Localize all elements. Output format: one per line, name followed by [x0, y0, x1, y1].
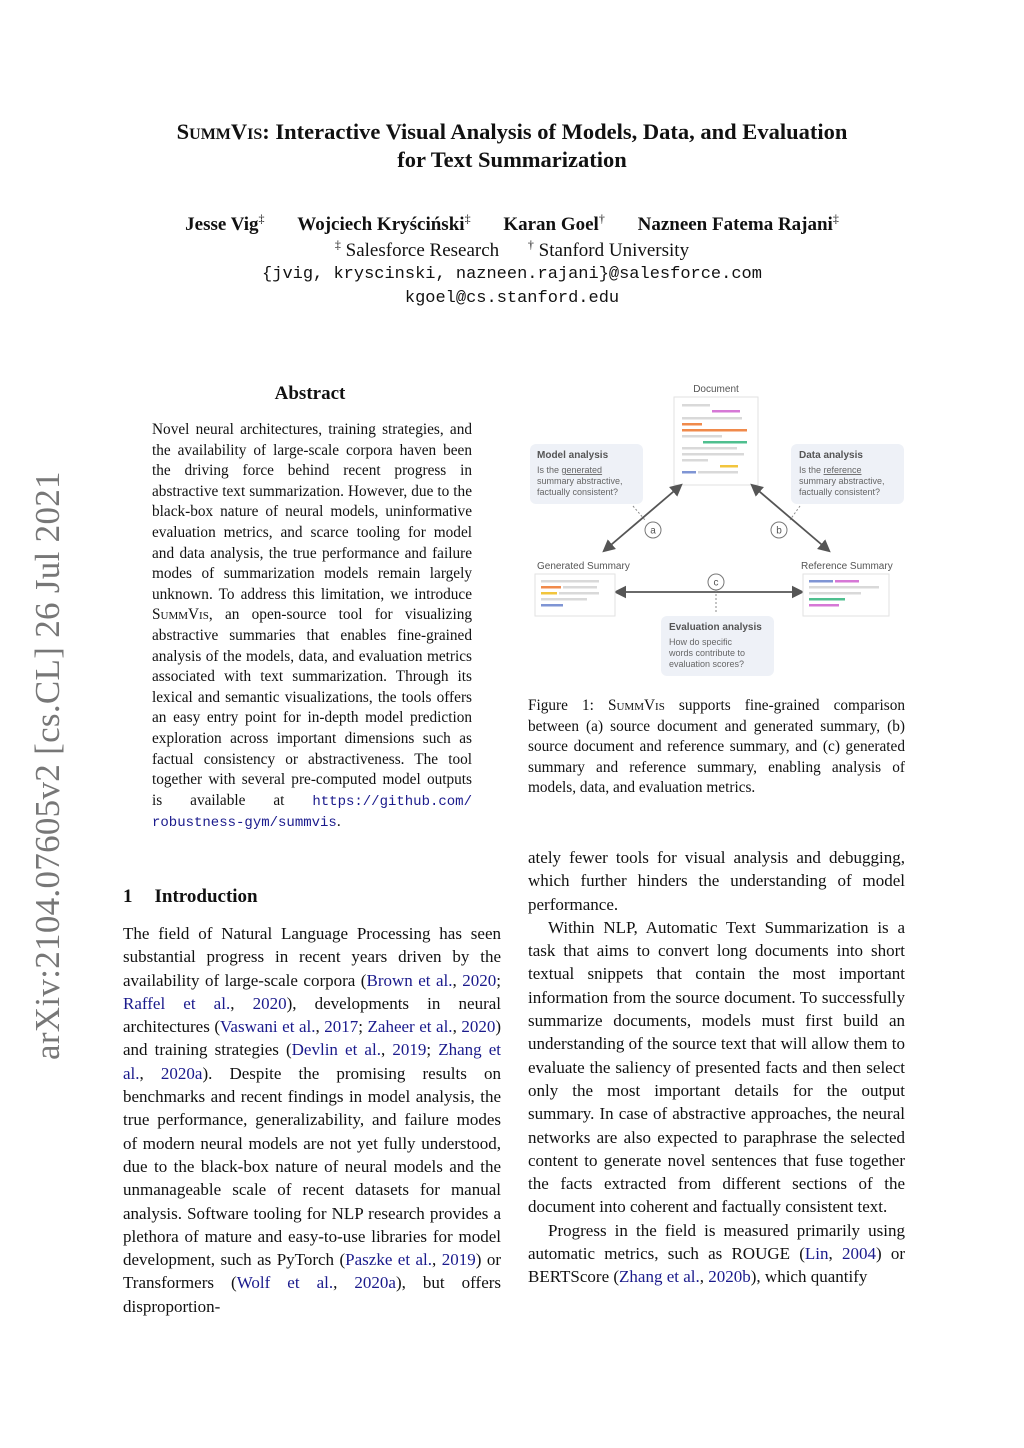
affiliation: † Stanford University [527, 238, 690, 262]
document-label: Document [693, 384, 739, 395]
evaluation-analysis-title: Evaluation analysis [669, 622, 762, 633]
doc-line [682, 453, 744, 456]
svg-text:c: c [713, 577, 719, 589]
figure-diagram [525, 378, 913, 683]
doc-line [682, 417, 742, 420]
author: Nazneen Fatema Rajani‡ [637, 212, 839, 236]
author-email: kgoel@cs.stanford.edu [404, 289, 620, 308]
github-link[interactable]: https://github.com/ [312, 793, 472, 810]
figure-1 [525, 378, 913, 683]
citation-link[interactable]: Vaswani et al. [220, 1017, 316, 1037]
github-link[interactable]: robustness-gym/summvis [152, 815, 337, 832]
data-analysis-question: Is the reference [799, 465, 862, 475]
paragraph: Within NLP, Automatic Text Summarization is a task that aims to convert long documents into short textual snippets that contain the most important information from the source document. To successfully summarize documents, models must first build an understanding of the source text that will allow them to evaluate the saliency of presented facts and then select only the most important details for the output summary. In case of abstractive approaches, the neural networks are also expected to paraphrase the selected content to generate novel sentences that fuse together the facts extracted from different sections of the document into coherent and factually consistent text. [528, 917, 905, 1217]
doc-line [682, 429, 747, 432]
paragraph: Progress in the field is measured primarily using automatic metrics, such as ROUGE (Lin, 2004) or BERTScore (Zhang et al., 2020b), which quantify [528, 1220, 906, 1287]
title-main: : Interactive Visual Analysis of Models, Data, and Evaluation [262, 119, 848, 144]
author: Karan Goel† [503, 212, 605, 236]
right-column-text [528, 846, 905, 1289]
citation-link[interactable]: Paszke et al. [345, 1250, 433, 1270]
doc-line [703, 441, 747, 444]
citation-link[interactable]: 2020a [354, 1273, 396, 1293]
author-email: {jvig, kryscinski, nazneen.rajani}@salesforce.com [262, 265, 762, 284]
doc-line [682, 423, 702, 426]
author: Jesse Vig‡ [185, 212, 265, 236]
author: Wojciech Kryściński‡ [297, 212, 471, 236]
reference-summary-label: Reference Summary [801, 561, 893, 572]
doc-line [698, 471, 738, 474]
citation-link[interactable]: 2020 [461, 1017, 496, 1037]
citation-link[interactable]: Zaheer et al. [367, 1017, 453, 1037]
affiliation: ‡ Salesforce Research [334, 238, 500, 262]
model-analysis-question: summary abstractive, [537, 476, 623, 486]
doc-line [682, 435, 722, 438]
svg-text:evaluation scores?: evaluation scores? [669, 659, 745, 669]
svg-text:a: a [650, 525, 656, 537]
doc-line [682, 404, 710, 407]
data-analysis-question: factually consistent? [799, 487, 881, 497]
citation-link[interactable]: 2019 [392, 1040, 427, 1060]
model-analysis-title: Model analysis [537, 450, 609, 461]
abstract-heading: Abstract [274, 383, 346, 404]
citation-link[interactable]: Wolf et al. [236, 1273, 334, 1293]
data-analysis-title: Data analysis [799, 450, 863, 461]
citation-link[interactable]: Devlin et al. [291, 1040, 381, 1060]
arxiv-identifier: arXiv:2104.07605v2 [cs.CL] 26 Jul 2021 [28, 471, 67, 1060]
paper-title [0, 118, 1024, 174]
abstract-body: Novel neural architectures, training strategies, and the availability of large-scale corpora haven been the driving force behind recent progress in abstractive text summarization. However, due to the black-box nature of neural models, uninformative evaluation metrics, and scarce tooling for model and data analysis, the true performance and failure modes of summarization models remain largely unknown. To address this limitation, we introduce SummVis, an open-source tool for visualizing abstractive summaries that enables fine-grained analysis of the models, data, and evaluation metrics associated with text summarization. Through its lexical and semantic visualizations, the tools offers an easy entry point for in-depth model prediction exploration across important dimensions such as factual consistency or abstractiveness. The tool together with several pre-computed model outputs is available at https://github.com/ robustness-gym/summvis. [152, 421, 472, 832]
model-analysis-question: Is the generated [537, 465, 603, 475]
title-tool-name: SummVis [176, 119, 263, 144]
affiliations [0, 238, 1024, 262]
citation-link[interactable]: Zhang et al. [619, 1267, 700, 1287]
author-list [0, 212, 1024, 236]
citation-link[interactable]: 2020 [462, 970, 497, 990]
svg-text:words contribute to: words contribute to [669, 648, 746, 658]
doc-line [682, 471, 696, 474]
citation-link[interactable]: 2004 [841, 1244, 876, 1264]
paragraph: ately fewer tools for visual analysis and debugging, which further hinders the understanding of model performance. [528, 848, 905, 914]
svg-text:How do specific: How do specific [669, 637, 733, 647]
citation-link[interactable]: 2019 [441, 1250, 476, 1270]
svg-text:b: b [776, 525, 782, 537]
citation-link[interactable]: Raffel et al. [123, 993, 231, 1013]
doc-line [682, 459, 708, 462]
citation-link[interactable]: Brown et al. [366, 970, 453, 990]
section-heading: 1 Introduction [123, 886, 258, 907]
intro-paragraph: The field of Natural Language Processing has seen substantial progress in recent years driven by the availability of large-scale corpora (Brown et al., 2020; Raffel et al., 2020), developments in neural architectures (Vaswani et al., 2017; Zaheer et al., 2020) and training strategies (Devlin et al., 2019; Zhang et al., 2020a). Despite the promising results on benchmarks and recent findings in model analysis, the true performance, generalizability, and failure modes of modern neural models are not yet fully understood, due to the black-box nature of neural models and the unmanageable scale of recent datasets for manual analysis. Software tooling for NLP research provides a plethora of mature and easy-to-use libraries for model development, such as PyTorch (Paszke et al., 2019) or Transformers (Wolf et al., 2020a), but offers disproportion- [123, 924, 502, 1316]
citation-link[interactable]: 2020 [252, 993, 287, 1013]
citation-link[interactable]: 2020b [708, 1267, 751, 1287]
generated-summary-label: Generated Summary [537, 561, 630, 572]
title-line2: for Text Summarization [397, 147, 627, 172]
figure-caption: Figure 1: SummVis supports fine-grained comparison between (a) source document and generated summary, (b) source document and reference summary, and (c) generated summary and reference summary, enabling analysis of models, data, and evaluation metrics. [528, 697, 905, 797]
doc-line [682, 447, 737, 450]
model-analysis-question: factually consistent? [537, 487, 619, 497]
data-analysis-question: summary abstractive, [799, 476, 885, 486]
citation-link[interactable]: Zhang et al. [123, 1040, 502, 1083]
citation-link[interactable]: 2020a [160, 1063, 203, 1083]
citation-link[interactable]: Lin [804, 1244, 829, 1264]
doc-line [720, 465, 738, 468]
doc-line [712, 410, 740, 413]
citation-link[interactable]: 2017 [324, 1017, 359, 1037]
